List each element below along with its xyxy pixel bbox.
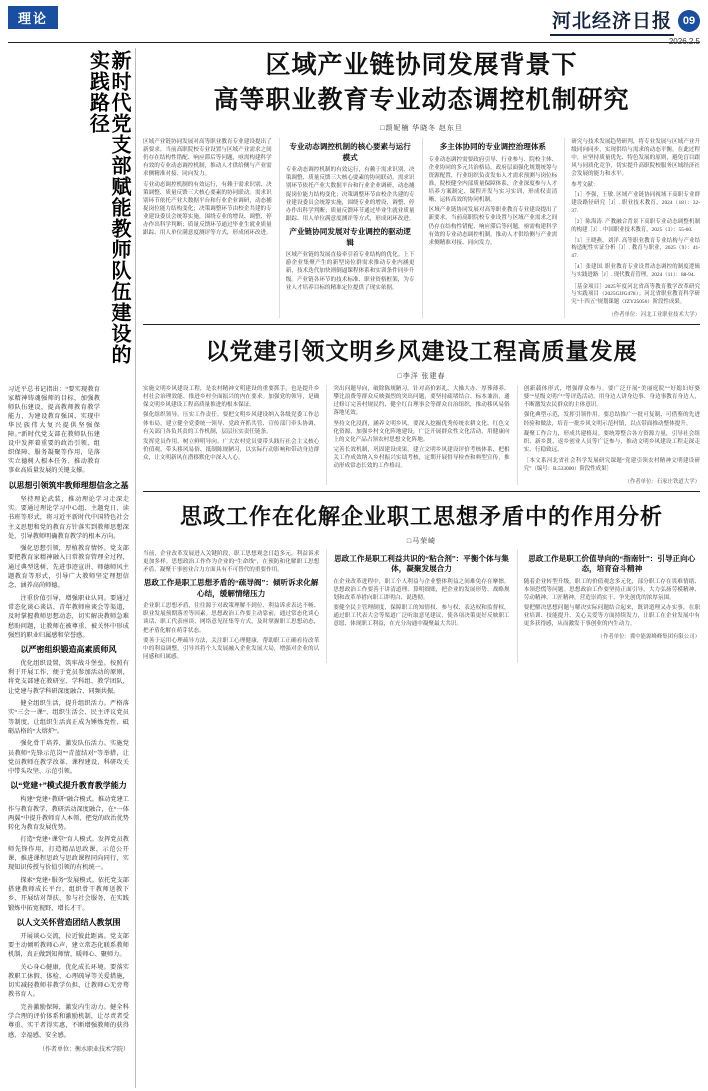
article1-title-line1: 区域产业链协同发展背景下 (265, 52, 578, 79)
left-para: 坚持理论武装，推动理论学习走深走实。要通过理论学习中心组、主题党日、读书班等形式，将习近平新时代中国特色社会主义思想和党的教育方针落实到教师思想深处，引导教师明确教育教学的根本方向。 (8, 495, 129, 540)
article2-col-1 (143, 385, 319, 485)
article3-authors: □马荣崎 (406, 536, 437, 545)
left-article-lead: 习近平总书记指出：“要实现教育家精神铸魂强师的目标，加强教师队伍建设，提高教师教育教学能力，为建设教育强国、实现中华民族伟大复兴提供坚强保障。”新时代党支部在教师队伍建设中发挥着重要的政治引领、组织保障、服务凝聚等作用，是落实立德树人根本任务、推动教育事业高质量发展的关键支撑。 (8, 386, 100, 474)
article-divider-2 (143, 491, 700, 492)
article3-columns (143, 550, 700, 663)
article2-affiliation: （作者单位：石家庄铁道大学） (624, 478, 700, 485)
article3-heading-2: 思政工作是职工利益共识的“粘合剂”：平衡个体与集体，凝聚发展合力 (334, 553, 509, 574)
article2-para: 完善长效机制，巩固建设成果。建立文明乡风建设评价考核体系，把相关工作成效纳入乡村振兴实绩考核，定期开展督导检查和典型宣传，推动形成常态长效的工作格局。 (333, 446, 510, 470)
article1-fund-note: ［基金项目］2025年度河北省高等教育教学改革研究与实践项目（2025GJJG478）；河北省职业教育科学研究“十四五”规划课题（JZY25056）阶段性成果。 (571, 283, 700, 306)
article3-heading-1: 思政工作是职工思想矛盾的“疏导阀”：倾听诉求化解心结，缓解情绪压力 (143, 578, 319, 598)
article1-reference: ［3］王晓燕，刘洋. 高等职业教育专业结构与产业结构适配性实证分析［J］. 教育与职业，2025（9）：41-47. (571, 237, 700, 260)
article3-para: 随着企业转型升级，职工的价值观念多元化，部分职工存在畏难情绪、本领恐慌等问题。思想政治工作要坚持正面引导，大力弘扬劳模精神、劳动精神、工匠精神，营造崇尚实干、争先创优的浓厚氛围。 (523, 578, 700, 602)
left-article-title: 新时代党支部赋能教师队伍建设的实践路径 (86, 50, 130, 365)
article3-col-2 (326, 550, 509, 663)
article3-title: 思政工作在化解企业职工思想矛盾中的作用分析 (179, 503, 663, 529)
article2-fund-note: ［本文系河北省社会科学发展研究课题“党建引领农村精神文明建设研究”（编号：B.533000）阶段性成果］ (523, 458, 700, 472)
left-section-heading-3: 以“党建+”模式提升教育教学能力 (10, 781, 127, 791)
left-para: 探索“党建+服务”发展模式。依托党支部搭建教师成长平台，组织骨干教师送教下乡、开展结对帮扶、参与社会服务，在实践锻炼中拓宽视野、增长才干。 (8, 876, 129, 912)
article1-col-1 (143, 138, 272, 318)
article2-authors: □李洋 张建春 (397, 372, 446, 381)
left-para: 完善激励保障，激发内生动力。健全科学合理的评价体系和激励机制，让尽责者受尊重、实干者得实惠，不断增强教师的获得感、幸福感、安全感。 (8, 1003, 129, 1039)
article3-para: 企业职工思想矛盾，往往源于对政策理解不到位、利益诉求表达不畅、职业发展预期落差等因素。思想政治工作要主动靠前，通过常态化谈心谈话、职工代表座谈、网络意见征集等方式，及时掌握职工思想动态，把矛盾化解在萌芽状态。 (143, 603, 320, 634)
article1-reference: ［4］张建国. 职业教育专业设置动态调控的制度逻辑与实践进路［J］. 现代教育管理，2024（11）：88-94. (571, 264, 700, 278)
article3-intro: 当前，企业改革发展进入关键阶段，职工思想观念日趋多元，利益诉求更加多样。思想政治工作作为企业的“生命线”，在预防和化解职工思想矛盾、凝聚干事创业合力方面具有不可替代的重要作用。 (143, 550, 320, 573)
article2-para: 坚持文化浸润，涵养文明乡风。要深入挖掘优秀传统农耕文化、红色文化资源，加强乡村文化阵地建设，广泛开展群众性文化活动，用健康向上的文化产品占领农村思想文化阵地。 (333, 420, 510, 443)
article2-para: 强化组织领导，压实工作责任。要把文明乡风建设纳入各级党委工作总体布局，建立健全党委统一领导、党政齐抓共管、宣传部门牵头协调、有关部门各负其责的工作机制，层层压实责任链条。 (143, 412, 320, 435)
article2-para: 突出问题导向，破除陈规陋习。针对高价彩礼、大操大办、厚葬薄养、攀比浪费等群众反映强烈的突出问题，要坚持疏堵结合、标本兼治，通过修订完善村规民约、健全红白理事会等群众自治组织，推动移风易俗落地见效。 (333, 386, 510, 417)
left-para: 打造“党建+课堂”育人模式。发挥党员教师先锋作用，打造精品思政课、示范公开课，推进课程思政与思政课程同向同行，实现知识传授与价值引领的有机统一。 (8, 836, 129, 872)
left-para: 关心身心健康，优化成长环境。要落实教职工休假、体检、心理疏导等关爱措施，切实减轻教师非教学负担，让教师心无旁骛教书育人。 (8, 963, 129, 999)
article3-col-1 (143, 550, 319, 663)
article2-para: 凝聚工作合力，形成共建格局。要统筹整合各方资源力量，引导社会组织、新乡贤、返乡创业人员等广泛参与，推动文明乡风建设工程走深走实、行稳致远。 (523, 430, 700, 453)
article1-references-title: 参考文献： (571, 181, 599, 188)
page-body (8, 48, 700, 1088)
brand-area (550, 6, 700, 46)
issue-date: 2026.2.5 (668, 37, 700, 46)
left-article-affiliation: （作者单位：衡水职业技术学院） (38, 1046, 129, 1053)
article1-col-3 (422, 138, 558, 318)
article3-affiliation: （作者单位：冀中能源峰峰集团有限公司） (597, 633, 700, 640)
article1-title-line2: 高等职业教育专业动态调控机制研究 (213, 86, 630, 114)
article1-intro: 区域产业链协同发展对高等职业教育专业建设提出了新要求。当前高职院校专业设置与区域产业需求之间仍存在结构性错配、响应滞后等问题，亟需构建科学有效的专业动态调控机制，推动人才供给侧与产业需求侧精准对接、同向发力。 (143, 139, 272, 178)
article-village-culture (143, 330, 700, 485)
article1-para: 专业动态调控需要政府引导、行业参与、院校主体、企业协同的多元共治格局。政府层面强化规划统筹与资源配置，行业组织负责发布人才需求预测与岗位标准，院校健全内部质量保障体系，企业深度参与人才培养方案制定、课程开发与实习实训，形成权责清晰、运转高效的协同机制。 (428, 156, 558, 204)
section-tag: 理论 (8, 6, 58, 29)
article1-tail: 研究与技术发展趋势研判，将专业发展与区域产业升级同向同步，实现供给与需求的动态平衡。在此过程中，应坚持质量优先、特色发展的原则，避免盲目跟风与同质化竞争，切实提升高职院校服务区域经济社会发展的能力和水平。 (571, 139, 700, 178)
article1-authors: □颉妮楠 华晓冬 赵东旦 (380, 124, 463, 132)
article-divider-1 (143, 324, 700, 325)
left-section-heading-1: 以思想引领筑牢教师理想信念之基 (8, 480, 129, 490)
article1-para: 专业动态调控机制的有效运行，有赖于需求识别、决策调整、质量反馈三大核心要素的协同联动。需求识别环节依托产业大数据平台和行业企业调研，动态捕捉岗位能力结构变化；决策调整环节由校企共建的专业建设委员会统筹实施，围绕专业的增设、调整、停办作出科学判断；质量反馈环节通过毕业生就业质量跟踪、用人单位满意度测评等方式，形成闭环改进。 (143, 181, 272, 237)
article1-col-2 (279, 138, 415, 318)
article2-title: 以党建引领文明乡风建设工程高质量发展 (205, 339, 638, 365)
left-section-heading-2: 以严密组织锻造高素质师风 (20, 645, 117, 655)
article1-heading-1: 专业动态调控机制的核心要素与运行模式 (289, 142, 411, 162)
left-section-heading-4: 以人文关怀营造团结人教氛围 (16, 917, 121, 927)
left-para: 构建“党建+教研”融合模式。推动党建工作与教育教学、教研活动深度融合，在“一体两翼”中提升教师育人本领，把党的政治优势转化为教育发展优势。 (8, 796, 129, 832)
article1-columns (143, 138, 700, 318)
article1-para: 区域产业链的发展直接牵引着专业结构的优化。上下游企业集聚产生的新型岗位群需求推动专业内涵更新，技术迭代加快则倒逼课程体系和实训条件同步升级。产业链各环节的技术标准、职业资格框架，为专业人才培养目标的精准定位提供了现实依据。 (285, 252, 415, 291)
article1-para: 区域产业链协同发展对高等职业教育专业建设提出了新要求。当前高职院校专业设置与区域产业需求之间仍存在结构性错配、响应滞后等问题，亟需构建科学有效的专业动态调控机制，推动人才供给侧与产业需求侧精准对接、同向发力。 (428, 207, 558, 246)
left-para: 注重价值引导，增强职业认同。要通过常态化谈心谈话、青年教师座谈会等渠道，及时掌握教师思想动态，切实解决教师急难愁盼问题，让教师在被尊重、被关怀中形成强烈的职业归属感和荣誉感。 (8, 594, 129, 639)
article3-para: 要健全民主管理制度，保障职工的知情权、参与权、表达权和监督权，通过职工代表大会等渠道广泛听取意见建议，使各项决策更好反映职工意愿、体现职工利益，在充分沟通中凝聚最大共识。 (333, 605, 510, 628)
article3-heading-3: 思政工作是职工价值导向的“指南针”：引导正向心态，培育奋斗精神 (528, 553, 696, 574)
article1-reference: ［2］陈海涛. 产教融合背景下高职专业动态调整机制的构建［J］. 中国职业技术教育，2025（3）：55-60. (571, 218, 700, 233)
article2-columns (143, 385, 700, 485)
article2-para: 发挥党员作用，树立鲜明导向。广大农村党员要带头践行社会主义核心价值观，带头移风易俗、抵制陈规陋习，以实际行动影响和带动身边群众，让文明新风在潜移默化中深入人心。 (143, 438, 320, 462)
vertical-title-wrap (8, 48, 129, 386)
left-para: 开展谈心交流，拉近彼此距离。党支部要主动倾听教师心声，建立常态化联系教师机制，真正做到知师情、暖师心、聚师力。 (8, 932, 129, 959)
article-industry-chain (143, 48, 700, 318)
article3-para: 要把解决思想问题与解决实际问题结合起来，既讲道理又办实事，在职业培训、技能提升、关心关爱等方面持续发力，让职工在企业发展中有更多获得感，从而激发干事创业的内生动力。 (523, 605, 700, 628)
paper-name: 河北经济日报 (550, 6, 674, 36)
article3-para: 要善于运用心理疏导方法，关注职工心理健康，帮助职工正确看待改革中的利益调整，引导其将个人发展融入企业发展大局，增强对企业的认同感和归属感。 (143, 637, 320, 660)
left-para: 强化骨干培养，激发队伍活力。实施党员教师“先锋示范岗”“青蓝结对”等举措，让党员教师在教学改革、课程建设、科研攻关中带头攻坚、示范引领。 (8, 740, 129, 776)
paper-brand (550, 6, 700, 36)
left-para: 强化思想引领，厚植教育情怀。党支部要把教育家精神融入日常教育管理全过程，通过典型选树、先进事迹宣讲、师德师风主题教育等形式，引导广大教师坚定理想信念、涵养高尚师德。 (8, 545, 129, 590)
article1-para: 专业动态调控机制的有效运行，有赖于需求识别、决策调整、质量反馈三大核心要素的协同联动。需求识别环节依托产业大数据平台和行业企业调研，动态捕捉岗位能力结构变化；决策调整环节由校企共建的专业建设委员会统筹实施，围绕专业的增设、调整、停办作出科学判断；质量反馈环节通过毕业生就业质量跟踪、用人单位满意度测评等方式，形成闭环改进。 (285, 167, 415, 222)
article3-col-3 (517, 550, 700, 663)
article2-col-2 (326, 385, 509, 485)
article1-reference: ［1］李强，王敏. 区域产业链协同视域下高职专业群建设路径研究［J］. 职业技术教育，2024（18）：32-37. (571, 192, 700, 215)
article1-heading-2: 产业链协同发展对专业调控的驱动逻辑 (289, 227, 411, 247)
article3-para: 在企业改革进程中，职工个人利益与企业整体利益之间难免存在摩擦。思想政治工作要善于讲清道理、算明细账，把企业的发展形势、战略规划和改革举措向职工讲明白、说透彻。 (333, 578, 510, 602)
article2-para: 实施文明乡风建设工程，是农村精神文明建设的重要抓手，也是提升乡村社会治理效能、推进乡村全面振兴的内在要求。加强党的领导，是确保文明乡风建设工程高质量推进的根本保证。 (143, 386, 320, 409)
left-article-column (8, 48, 136, 1088)
article1-heading-3: 多主体协同的专业调控治理体系 (439, 142, 547, 151)
article2-para: 创新载体形式，增强群众参与。要广泛开展“美丽庭院”“好媳妇好婆婆”“星级文明户”等评选活动，用身边人讲身边事、身边事教育身边人，不断激发农民群众的主体意识。 (523, 386, 700, 409)
masthead (8, 6, 700, 46)
main-content-column (143, 48, 700, 1088)
article-ideological-work (143, 497, 700, 663)
article2-col-3 (517, 385, 700, 485)
left-para: 健全组织生活，提升组织活力。严格落实“三会一课”、组织生活会、民主评议党员等制度，让组织生活真正成为锤炼党性、砥砺品格的“大熔炉”。 (8, 700, 129, 735)
article1-affiliation: （作者单位：河北工业职业技术大学） (608, 312, 700, 319)
page-number-badge: 09 (678, 10, 700, 32)
left-para: 优化组织设置，筑牢战斗堡垒。按照有利于开展工作、便于党员参加活动的原则，将党支部建在教研室、学科组、教学团队，让党建与教学科研深度融合、同频共振。 (8, 659, 129, 695)
article2-para: 强化典型示范，发挥引领作用。要总结推广一批可复制、可借鉴的先进经验和做法，培育一批乡风文明示范村镇，以点带面推动整体提升。 (523, 412, 700, 427)
article1-col-4 (564, 138, 700, 318)
